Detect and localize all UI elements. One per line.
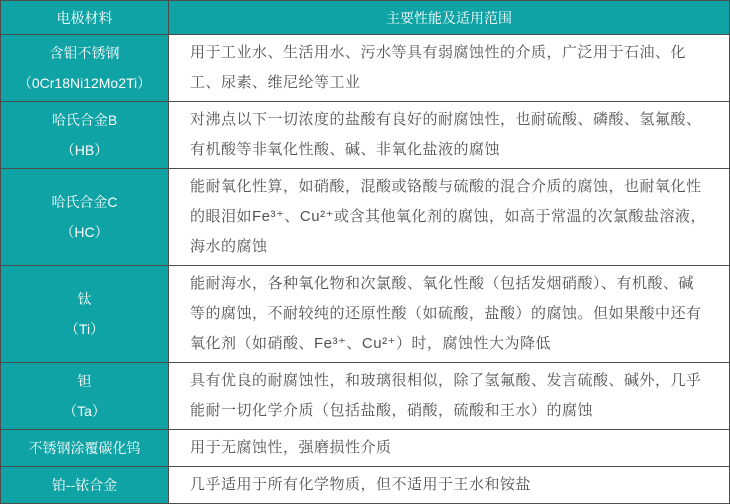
description-text: 能耐氧化性算，如硝酸，混酸或铬酸与硫酸的混合介质的腐蚀，也耐氧化性的眼泪如Fe³⁺、Cu²⁺或含其他氧化剂的腐蚀，如高于常温的次氯酸盐溶液，海水的腐蚀	[190, 178, 707, 255]
header-cell-description: 主要性能及适用范围	[169, 1, 730, 35]
material-code: （Ta）	[63, 403, 106, 419]
description-cell	[169, 169, 730, 266]
description-cell	[169, 467, 730, 504]
material-name: 钽	[77, 373, 92, 389]
table-row	[1, 35, 730, 102]
table-header-row	[1, 1, 730, 35]
material-cell	[1, 102, 169, 169]
material-code: （Ti）	[64, 321, 105, 337]
material-cell	[1, 266, 169, 363]
description-cell	[169, 102, 730, 169]
description-text: 用于工业水、生活用水、污水等具有弱腐蚀性的介质，广泛用于石油、化工、尿素、维尼纶等工业	[190, 44, 687, 91]
material-name: 哈氏合金B	[51, 112, 118, 128]
material-name: 铂--铱合金	[51, 477, 118, 493]
material-cell	[1, 35, 169, 102]
description-text: 用于无腐蚀性，强磨损性介质	[190, 439, 392, 456]
material-name: 不锈钢涂覆碳化钨	[28, 440, 141, 456]
description-text: 对沸点以下一切浓度的盐酸有良好的耐腐蚀性，也耐硫酸、磷酸、氢氟酸、有机酸等非氧化性酸、碱、非氧化盐液的腐蚀	[190, 111, 702, 158]
material-cell	[1, 467, 169, 504]
material-name: 含钼不锈钢	[49, 45, 120, 61]
table-row	[1, 467, 730, 504]
header-cell-material: 电极材料	[1, 1, 169, 35]
material-cell	[1, 169, 169, 266]
material-name: 哈氏合金C	[51, 194, 118, 210]
material-cell	[1, 363, 169, 430]
material-code: （0Cr18Ni12Mo2Ti）	[17, 75, 152, 91]
material-cell	[1, 430, 169, 467]
description-text: 能耐海水，各种氧化物和次氯酸、氧化性酸（包括发烟硝酸）、有机酸、碱等的腐蚀，不耐较纯的还原性酸（如硫酸，盐酸）的腐蚀。但如果酸中还有氧化剂（如硝酸、Fe³⁺、Cu²⁺）时，腐蚀性大为降低	[190, 275, 702, 352]
description-text: 具有优良的耐腐蚀性，和玻璃很相似，除了氢氟酸、发言硫酸、碱外，几乎能耐一切化学介质（包括盐酸，硝酸，硫酸和王水）的腐蚀	[190, 372, 702, 419]
description-text: 几乎适用于所有化学物质，但不适用于王水和铵盐	[190, 476, 532, 493]
material-code: （HB）	[60, 142, 109, 158]
material-code: （HC）	[60, 224, 109, 240]
table-row	[1, 266, 730, 363]
description-cell	[169, 430, 730, 467]
material-name: 钛	[77, 291, 92, 307]
table-row	[1, 102, 730, 169]
table-row	[1, 169, 730, 266]
description-cell	[169, 266, 730, 363]
description-cell	[169, 363, 730, 430]
table-row	[1, 363, 730, 430]
description-cell	[169, 35, 730, 102]
table-row	[1, 430, 730, 467]
